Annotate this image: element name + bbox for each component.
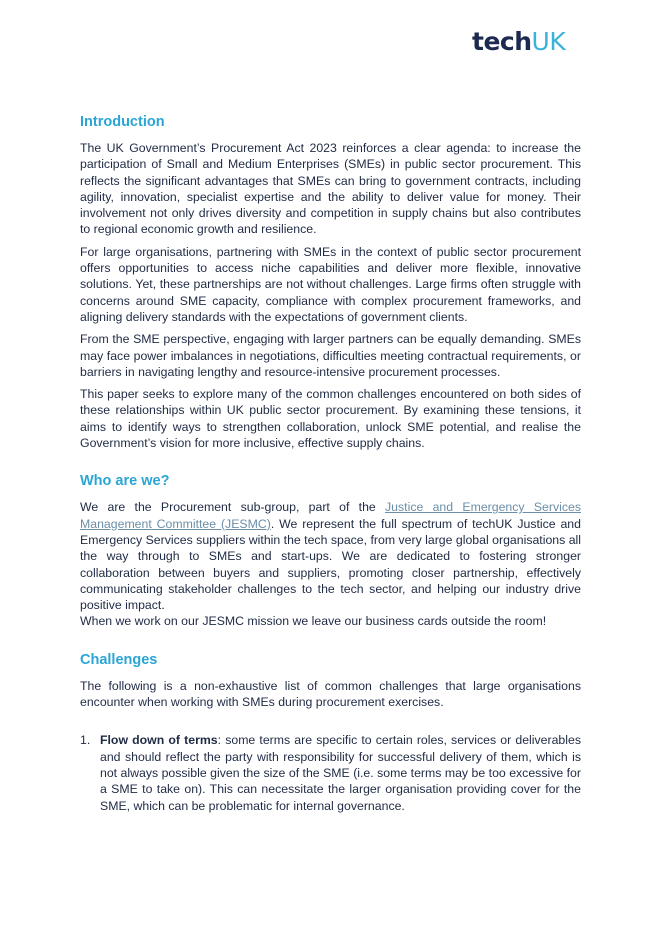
logo-tech: tech <box>472 27 532 56</box>
list-item-title: Flow down of terms <box>100 733 218 748</box>
intro-paragraph-3: From the SME perspective, engaging with larger partners can be equally demanding. SMEs may face power imbalances in negotiations, difficulties meeting contractual requirements, or barriers in navigating lengthy and resource-intensive procurement processes. <box>80 332 581 379</box>
who-closing: When we work on our JESMC mission we leave our business cards outside the room! <box>80 614 547 629</box>
document-body <box>80 112 581 814</box>
intro-paragraph-4: This paper seeks to explore many of the common challenges encountered on both sides of these relationships within UK public sector procurement. By examining these tensions, it aims to identify ways to strengthen collaboration, unlock SME potential, and realise the Government’s vision for more inclusive, effective supply chains. <box>80 387 581 451</box>
list-item-text: : some terms are specific to certain roles, services or deliverables and should reflect the party with responsibility for successful delivery of them, which is not always possible given the size of the SME (i.e. some terms may be too excessive for a SME to take on). This can necessitate the larger organisation providing cover for the SME, which can be problematic for internal governance. <box>100 733 581 813</box>
introduction-heading: Introduction <box>80 114 165 130</box>
list-item <box>80 732 581 813</box>
intro-paragraph-1: The UK Government’s Procurement Act 2023 reinforces a clear agenda: to increase the participation of Small and Medium Enterprises (SMEs) in public sector procurement. This reflects the significant advantages that SMEs can bring to government contracts, including agility, innovation, specialist expertise and the ability to deliver value for money. Their involvement not only drives diversity and competition in supply chains but also contributes to regional economic growth and resilience. <box>80 141 581 237</box>
techuk-logo <box>472 27 565 57</box>
who-are-we-section <box>80 471 581 629</box>
who-heading: Who are we? <box>80 473 170 490</box>
challenges-section <box>80 650 581 814</box>
who-text-after-link: . We represent the full spectrum of techUK Justice and Emergency Services suppliers within the tech space, from very large global organisations all the way through to SMEs and start-ups. We are dedicated to fostering stronger collaboration between buyers and suppliers, promoting closer partnership, effectively communicating stakeholder challenges to the tech sector, and helping our industry drive positive impact. <box>80 516 581 613</box>
who-text-before-link: We are the Procurement sub-group, part of the <box>80 500 386 515</box>
intro-paragraph-2: For large organisations, partnering with SMEs in the context of public sector procurement offers opportunities to access niche capabilities and deliver more flexible, innovative solutions. Yet, these partnerships are not without challenges. Large firms often struggle with concerns around SME capacity, compliance with complex procurement frameworks, and aligning delivery standards with the expectations of government clients. <box>80 244 581 324</box>
challenges-intro: The following is a non-exhaustive list of common challenges that large organisations encounter when working with SMEs during procurement exercises. <box>80 678 581 710</box>
who-paragraph <box>80 499 581 613</box>
challenges-list <box>80 732 581 813</box>
logo-uk: UK <box>531 27 566 56</box>
challenges-heading: Challenges <box>80 651 158 668</box>
list-item-number: 1. <box>80 733 91 748</box>
jesmc-link[interactable]: Justice and Emergency Services Management Committee (JESMC) <box>80 500 581 531</box>
introduction-section <box>80 112 581 451</box>
